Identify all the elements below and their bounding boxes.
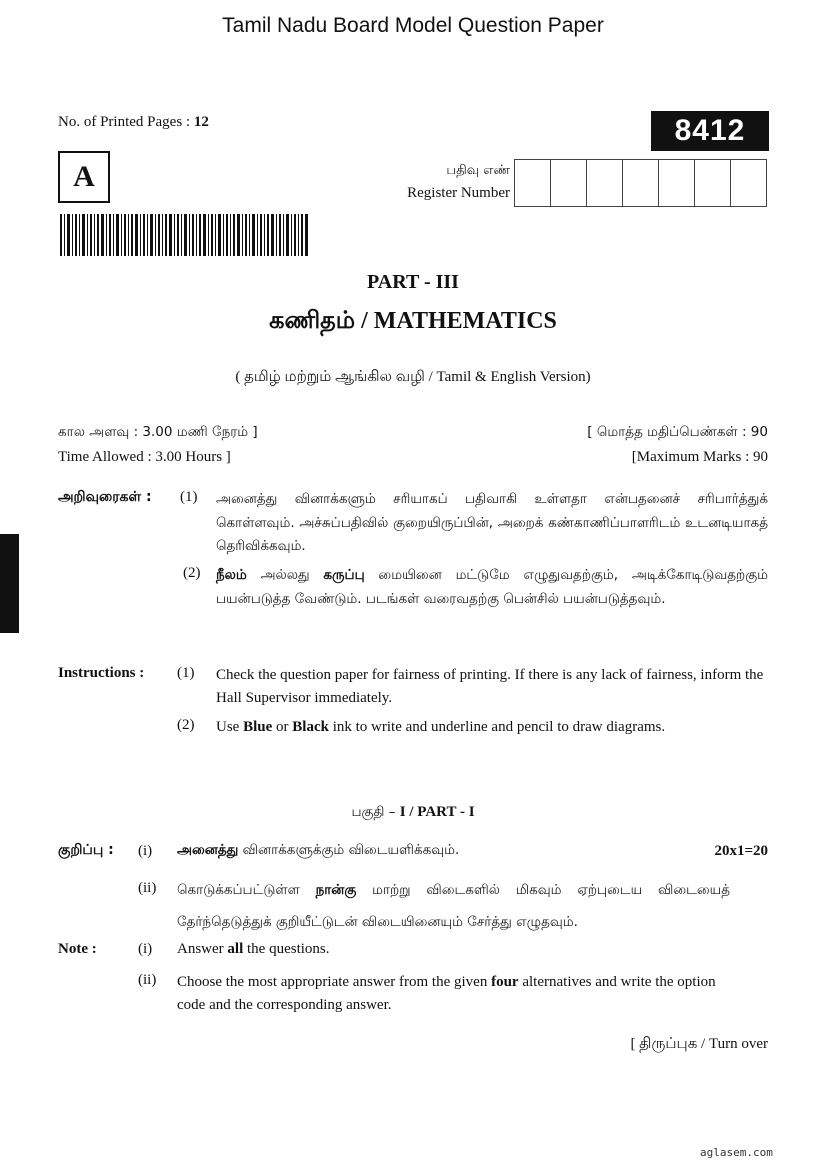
series-box: A: [58, 151, 110, 203]
text-segment: the questions.: [243, 941, 330, 957]
text-segment: கொடுக்கப்பட்டுள்ள: [177, 882, 316, 898]
text-segment: அல்லது: [246, 567, 324, 583]
register-label-en: Register Number: [407, 185, 510, 201]
text-segment: or: [272, 719, 293, 735]
part-1-heading: [0, 804, 826, 822]
text-segment: Use: [216, 719, 244, 735]
instructions-en-label: Instructions :: [58, 665, 145, 681]
subject-title: கணிதம் / MATHEMATICS: [269, 308, 557, 334]
note-en-text: [177, 971, 737, 1017]
part-1-heading-ta: பகுதி –: [351, 804, 400, 820]
turn-over: [ திருப்புக / Turn over: [630, 1036, 768, 1052]
note-ta-label: குறிப்பு :: [58, 842, 114, 858]
note-ta-num: (ii): [138, 880, 157, 896]
black-ta: கருப்பு: [323, 567, 365, 583]
instruction-en-num: (1): [177, 665, 195, 681]
barcode: [60, 214, 308, 256]
instruction-ta-text: [216, 564, 768, 611]
instructions-ta-label: அறிவுரைகள் :: [58, 489, 152, 505]
marks-ta: [ மொத்த மதிப்பெண்கள் : 90: [587, 424, 768, 440]
register-digit-box[interactable]: [730, 159, 767, 207]
note-en-num: (i): [138, 941, 153, 957]
page-header-title: Tamil Nadu Board Model Question Paper: [222, 14, 604, 37]
printed-pages-value: 12: [193, 114, 209, 130]
four-ta: நான்கு: [315, 882, 357, 898]
instruction-ta-num: (2): [183, 565, 201, 581]
note-en-text: [177, 941, 330, 958]
version-note: ( தமிழ் மற்றும் ஆங்கில வழி / Tamil & English Version): [235, 369, 591, 385]
register-digit-box[interactable]: [550, 159, 587, 207]
note-ta-num: (i): [138, 843, 153, 859]
all-ta: அனைத்து: [177, 842, 239, 858]
instruction-en-num: (2): [177, 717, 195, 733]
note-en-label: Note :: [58, 941, 97, 957]
all-en: all: [227, 941, 244, 957]
blue-ta: நீலம்: [216, 567, 247, 583]
part-1-heading-en: I / PART - I: [399, 804, 475, 820]
text-segment: ink to write and underline and pencil to draw diagrams.: [328, 719, 666, 735]
printed-pages: [58, 114, 209, 131]
register-number-boxes[interactable]: [515, 159, 767, 207]
text-segment: மாற்று விடைகளில் மிகவும் ஏற்புடைய விடையைத் தேர்ந்தெடுத்துக் குறியீட்டுடன் விடையினையும் சேர்த்து எழுதவும்.: [177, 882, 731, 930]
marks-allocation: 20x1=20: [714, 843, 768, 859]
time-row-en: [58, 449, 768, 466]
text-segment: வினாக்களுக்கும் விடையளிக்கவும்.: [238, 842, 460, 858]
text-segment: மையினை மட்டுமே எழுதுவதற்கும், அடிக்கோடிடுவதற்கும் பயன்படுத்த வேண்டும். படங்கள் வரைவதற்கு பென்சில் பயன்படுத்தவும்.: [216, 567, 768, 607]
instruction-ta-text: அனைத்து வினாக்களும் சரியாகப் பதிவாகி உள்ளதா என்பதனைச் சரிபார்த்துக் கொள்ளவும். அச்சுப்பதிவில் குறையிருப்பின், அறைக் கண்காணிப்பாளரிடம் உடனடியாகத் தெரிவிக்கவும்.: [216, 491, 768, 554]
register-digit-box[interactable]: [622, 159, 659, 207]
marks-en: [Maximum Marks : 90: [631, 449, 768, 465]
note-ta-text: [177, 842, 459, 860]
printed-pages-label: No. of Printed Pages :: [58, 114, 191, 130]
register-digit-box[interactable]: [514, 159, 551, 207]
register-label-ta: பதிவு எண்: [446, 163, 510, 178]
black-en: Black: [292, 719, 329, 735]
watermark: aglasem.com: [700, 1146, 773, 1159]
part-heading: PART - III: [367, 271, 459, 293]
text-segment: alternatives and write the option code and the corresponding answer.: [177, 974, 716, 1013]
blue-en: Blue: [243, 719, 273, 735]
register-digit-box[interactable]: [586, 159, 623, 207]
time-row-ta: [58, 424, 768, 442]
text-segment: Answer: [177, 941, 228, 957]
margin-marker: [0, 534, 19, 633]
four-en: four: [491, 974, 519, 990]
instruction-en-text: Check the question paper for fairness of printing. If there is any lack of fairness, inform the Hall Supervisor immediately.: [216, 667, 764, 706]
instruction-en-text: [216, 716, 772, 739]
register-digit-box[interactable]: [694, 159, 731, 207]
register-digit-box[interactable]: [658, 159, 695, 207]
text-segment: Choose the most appropriate answer from the given: [177, 974, 492, 990]
note-en-num: (ii): [138, 972, 157, 988]
instruction-ta-num: (1): [180, 489, 198, 505]
duration-ta: கால அளவு : 3.00 மணி நேரம் ]: [58, 424, 258, 440]
register-number-label: [370, 160, 510, 204]
paper-code: 8412: [651, 111, 769, 151]
duration-en: Time Allowed : 3.00 Hours ]: [58, 449, 231, 465]
note-ta-text: [177, 874, 730, 938]
